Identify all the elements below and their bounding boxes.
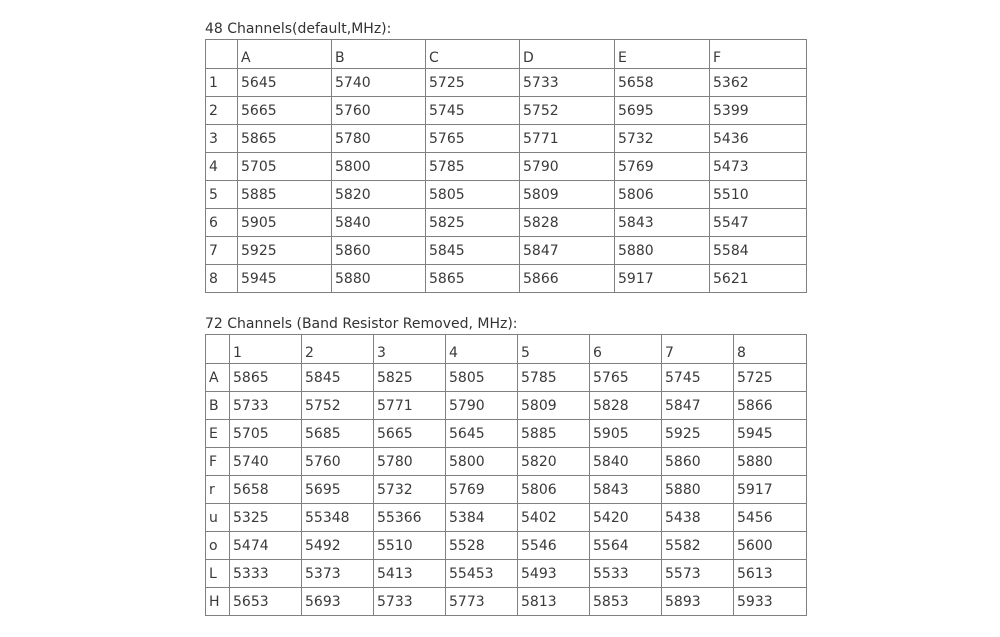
frequency-cell: 5732 <box>374 476 446 504</box>
frequency-cell: 5658 <box>230 476 302 504</box>
frequency-cell: 5840 <box>590 448 662 476</box>
frequency-cell: 5705 <box>238 153 332 181</box>
table-row <box>206 97 807 125</box>
column-header-cell: 1 <box>230 335 302 364</box>
frequency-cell: 5917 <box>734 476 807 504</box>
frequency-cell: 5645 <box>238 69 332 97</box>
frequency-cell: 5725 <box>426 69 520 97</box>
row-label-cell: E <box>206 420 230 448</box>
row-label-cell: F <box>206 448 230 476</box>
frequency-cell: 5752 <box>520 97 615 125</box>
column-header-cell: E <box>615 40 710 69</box>
frequency-cell: 5695 <box>302 476 374 504</box>
frequency-cell: 5769 <box>446 476 518 504</box>
row-label-cell: 4 <box>206 153 238 181</box>
frequency-cell: 5771 <box>520 125 615 153</box>
frequency-cell: 5853 <box>590 588 662 616</box>
frequency-cell: 5865 <box>426 265 520 293</box>
frequency-cell: 5885 <box>518 420 590 448</box>
frequency-cell: 5843 <box>590 476 662 504</box>
frequency-cell: 5820 <box>332 181 426 209</box>
frequency-cell: 5880 <box>662 476 734 504</box>
frequency-cell: 5665 <box>238 97 332 125</box>
frequency-cell: 5645 <box>446 420 518 448</box>
frequency-cell: 5925 <box>662 420 734 448</box>
column-header-cell: F <box>710 40 807 69</box>
frequency-cell: 5820 <box>518 448 590 476</box>
frequency-cell: 5474 <box>230 532 302 560</box>
frequency-cell: 5780 <box>374 448 446 476</box>
frequency-cell: 5933 <box>734 588 807 616</box>
frequency-cell: 5828 <box>590 392 662 420</box>
row-label-cell: 5 <box>206 181 238 209</box>
frequency-cell: 5893 <box>662 588 734 616</box>
frequency-cell: 5665 <box>374 420 446 448</box>
table-row <box>206 209 807 237</box>
frequency-cell: 5456 <box>734 504 807 532</box>
frequency-cell: 5785 <box>426 153 520 181</box>
frequency-cell: 5752 <box>302 392 374 420</box>
frequency-cell: 5420 <box>590 504 662 532</box>
frequency-cell: 5760 <box>332 97 426 125</box>
frequency-cell: 5695 <box>615 97 710 125</box>
frequency-cell: 5780 <box>332 125 426 153</box>
table-row <box>206 125 807 153</box>
table-48-caption: 48 Channels(default,MHz): <box>205 21 392 37</box>
frequency-cell: 5621 <box>710 265 807 293</box>
column-header-cell: 4 <box>446 335 518 364</box>
table-row <box>206 237 807 265</box>
frequency-cell: 5769 <box>615 153 710 181</box>
table-row <box>206 588 807 616</box>
frequency-cell: 5809 <box>518 392 590 420</box>
frequency-cell: 5658 <box>615 69 710 97</box>
row-label-cell: H <box>206 588 230 616</box>
frequency-cell: 5573 <box>662 560 734 588</box>
frequency-cell: 5845 <box>302 364 374 392</box>
table-72-channels <box>205 334 807 616</box>
row-label-cell: B <box>206 392 230 420</box>
row-label-cell: L <box>206 560 230 588</box>
header-corner-cell <box>206 40 238 69</box>
frequency-cell: 5905 <box>238 209 332 237</box>
frequency-cell: 5685 <box>302 420 374 448</box>
frequency-cell: 5402 <box>518 504 590 532</box>
frequency-cell: 5473 <box>710 153 807 181</box>
frequency-cell: 5693 <box>302 588 374 616</box>
table-row <box>206 392 807 420</box>
frequency-cell: 5584 <box>710 237 807 265</box>
table-row <box>206 476 807 504</box>
table-row <box>206 560 807 588</box>
frequency-cell: 5790 <box>520 153 615 181</box>
frequency-cell: 5945 <box>238 265 332 293</box>
row-label-cell: r <box>206 476 230 504</box>
row-label-cell: 8 <box>206 265 238 293</box>
frequency-cell: 5809 <box>520 181 615 209</box>
table-row <box>206 448 807 476</box>
frequency-cell: 5773 <box>446 588 518 616</box>
frequency-cell: 5333 <box>230 560 302 588</box>
column-header-cell: 5 <box>518 335 590 364</box>
frequency-cell: 5806 <box>518 476 590 504</box>
frequency-cell: 5805 <box>426 181 520 209</box>
column-header-cell: 8 <box>734 335 807 364</box>
table-header-row <box>206 335 807 364</box>
frequency-cell: 5805 <box>446 364 518 392</box>
row-label-cell: 1 <box>206 69 238 97</box>
frequency-cell: 5825 <box>374 364 446 392</box>
frequency-cell: 5765 <box>590 364 662 392</box>
frequency-cell: 5438 <box>662 504 734 532</box>
frequency-cell: 5825 <box>426 209 520 237</box>
frequency-cell: 5547 <box>710 209 807 237</box>
frequency-cell: 5771 <box>374 392 446 420</box>
column-header-cell: 2 <box>302 335 374 364</box>
frequency-cell: 5492 <box>302 532 374 560</box>
frequency-cell: 5843 <box>615 209 710 237</box>
column-header-cell: B <box>332 40 426 69</box>
row-label-cell: 7 <box>206 237 238 265</box>
column-header-cell: D <box>520 40 615 69</box>
frequency-cell: 5732 <box>615 125 710 153</box>
row-label-cell: 2 <box>206 97 238 125</box>
frequency-cell: 5725 <box>734 364 807 392</box>
column-header-cell: C <box>426 40 520 69</box>
frequency-cell: 5564 <box>590 532 662 560</box>
frequency-cell: 5745 <box>662 364 734 392</box>
frequency-cell: 5745 <box>426 97 520 125</box>
frequency-cell: 5840 <box>332 209 426 237</box>
frequency-cell: 5945 <box>734 420 807 448</box>
frequency-cell: 5533 <box>590 560 662 588</box>
frequency-cell: 5733 <box>374 588 446 616</box>
frequency-cell: 5865 <box>238 125 332 153</box>
frequency-cell: 5865 <box>230 364 302 392</box>
frequency-cell: 5813 <box>518 588 590 616</box>
frequency-cell: 5436 <box>710 125 807 153</box>
table-row <box>206 69 807 97</box>
frequency-cell: 5845 <box>426 237 520 265</box>
table-row <box>206 504 807 532</box>
frequency-cell: 5653 <box>230 588 302 616</box>
column-header-cell: 3 <box>374 335 446 364</box>
table-48-channels <box>205 39 807 293</box>
frequency-cell: 55348 <box>302 504 374 532</box>
frequency-cell: 5733 <box>230 392 302 420</box>
frequency-cell: 5847 <box>520 237 615 265</box>
table-header-row <box>206 40 807 69</box>
frequency-cell: 5733 <box>520 69 615 97</box>
column-header-cell: 7 <box>662 335 734 364</box>
frequency-cell: 5765 <box>426 125 520 153</box>
frequency-cell: 5860 <box>662 448 734 476</box>
frequency-cell: 5613 <box>734 560 807 588</box>
frequency-cell: 5925 <box>238 237 332 265</box>
table-row <box>206 181 807 209</box>
table-row <box>206 153 807 181</box>
table-row <box>206 364 807 392</box>
frequency-cell: 5905 <box>590 420 662 448</box>
frequency-cell: 5880 <box>734 448 807 476</box>
frequency-cell: 5800 <box>332 153 426 181</box>
frequency-cell: 5785 <box>518 364 590 392</box>
frequency-cell: 5866 <box>520 265 615 293</box>
frequency-cell: 5705 <box>230 420 302 448</box>
frequency-cell: 55366 <box>374 504 446 532</box>
frequency-cell: 5828 <box>520 209 615 237</box>
frequency-cell: 55453 <box>446 560 518 588</box>
row-label-cell: 6 <box>206 209 238 237</box>
row-label-cell: A <box>206 364 230 392</box>
row-label-cell: 3 <box>206 125 238 153</box>
frequency-cell: 5806 <box>615 181 710 209</box>
frequency-cell: 5740 <box>332 69 426 97</box>
frequency-cell: 5510 <box>710 181 807 209</box>
frequency-cell: 5917 <box>615 265 710 293</box>
table-row <box>206 532 807 560</box>
table-row <box>206 265 807 293</box>
frequency-cell: 5399 <box>710 97 807 125</box>
frequency-cell: 5790 <box>446 392 518 420</box>
frequency-cell: 5800 <box>446 448 518 476</box>
frequency-cell: 5546 <box>518 532 590 560</box>
frequency-cell: 5493 <box>518 560 590 588</box>
frequency-cell: 5528 <box>446 532 518 560</box>
frequency-cell: 5885 <box>238 181 332 209</box>
frequency-cell: 5860 <box>332 237 426 265</box>
frequency-cell: 5600 <box>734 532 807 560</box>
frequency-cell: 5760 <box>302 448 374 476</box>
frequency-cell: 5880 <box>615 237 710 265</box>
frequency-cell: 5325 <box>230 504 302 532</box>
frequency-cell: 5384 <box>446 504 518 532</box>
row-label-cell: o <box>206 532 230 560</box>
frequency-cell: 5740 <box>230 448 302 476</box>
frequency-cell: 5880 <box>332 265 426 293</box>
frequency-cell: 5582 <box>662 532 734 560</box>
table-72-caption: 72 Channels (Band Resistor Removed, MHz): <box>205 316 518 332</box>
frequency-cell: 5510 <box>374 532 446 560</box>
frequency-cell: 5847 <box>662 392 734 420</box>
header-corner-cell <box>206 335 230 364</box>
column-header-cell: A <box>238 40 332 69</box>
frequency-cell: 5413 <box>374 560 446 588</box>
frequency-cell: 5866 <box>734 392 807 420</box>
frequency-cell: 5362 <box>710 69 807 97</box>
column-header-cell: 6 <box>590 335 662 364</box>
table-row <box>206 420 807 448</box>
row-label-cell: u <box>206 504 230 532</box>
frequency-cell: 5373 <box>302 560 374 588</box>
